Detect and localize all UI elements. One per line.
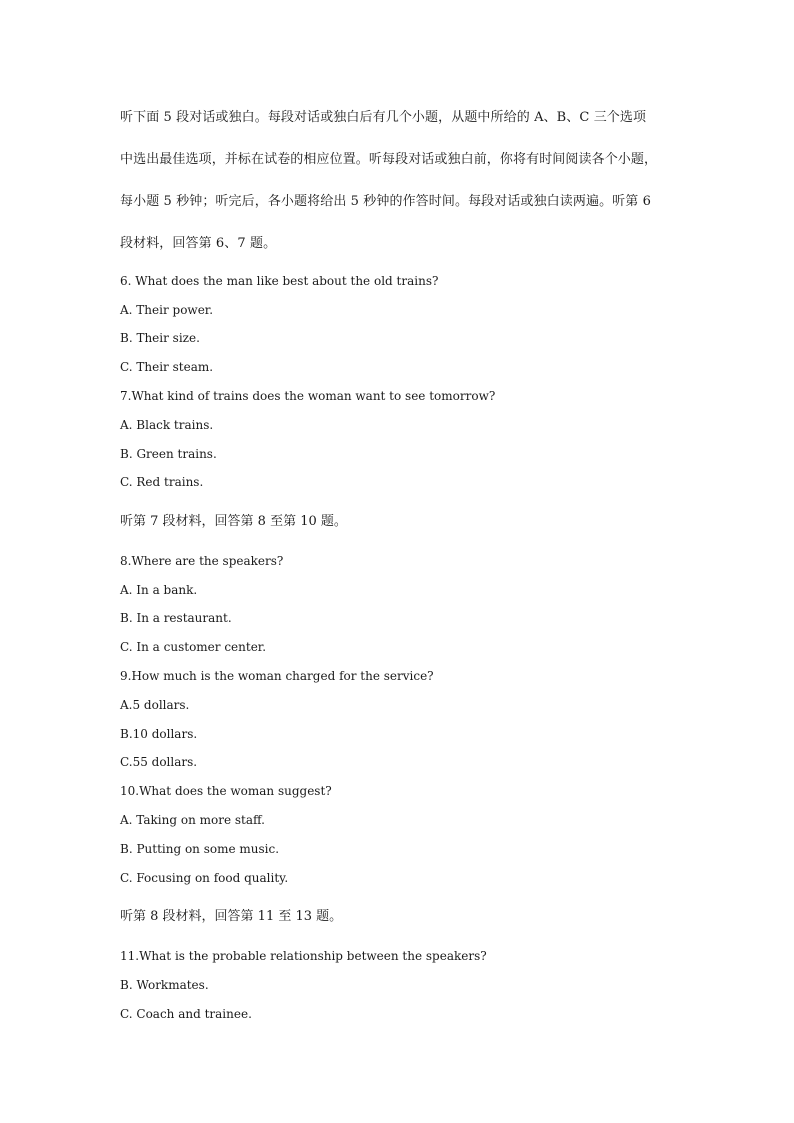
option-9b: B.10 dollars.	[120, 727, 198, 741]
option-9a: A.5 dollars.	[120, 698, 190, 712]
option-6b: B. Their size.	[120, 331, 200, 345]
instruction-line-1: 听下面 5 段对话或独白。每段对话或独白后有几个小题，从题中所给的 A、B、C 三个选项	[120, 110, 647, 125]
option-7b: B. Green trains.	[120, 447, 217, 461]
option-10b: B. Putting on some music.	[120, 842, 280, 856]
option-11c: C. Coach and trainee.	[120, 1007, 252, 1021]
option-8c: C. In a customer center.	[120, 640, 267, 654]
option-6a: A. Their power.	[120, 303, 214, 317]
option-7a: A. Black trains.	[120, 418, 214, 432]
section-heading-7: 听第 7 段材料，回答第 8 至第 10 题。	[120, 514, 347, 529]
instruction-line-4: 段材料，回答第 6、7 题。	[120, 236, 277, 251]
option-8a: A. In a bank.	[120, 583, 198, 597]
instruction-line-2: 中选出最佳选项，并标在试卷的相应位置。听每段对话或独白前，你将有时间阅读各个小题，	[120, 152, 658, 167]
option-8b: B. In a restaurant.	[120, 611, 232, 625]
question-10: 10.What does the woman suggest?	[120, 784, 332, 798]
option-11b: B. Workmates.	[120, 978, 209, 992]
section-heading-8: 听第 8 段材料，回答第 11 至 13 题。	[120, 909, 343, 924]
option-7c: C. Red trains.	[120, 475, 204, 489]
question-9: 9.How much is the woman charged for the service?	[120, 669, 434, 683]
option-10a: A. Taking on more staff.	[120, 813, 265, 827]
question-11: 11.What is the probable relationship between the speakers?	[120, 949, 487, 963]
option-10c: C. Focusing on food quality.	[120, 871, 289, 885]
option-9c: C.55 dollars.	[120, 755, 198, 769]
question-8: 8.Where are the speakers?	[120, 554, 284, 568]
section-instructions	[120, 106, 680, 274]
question-7: 7.What kind of trains does the woman want to see tomorrow?	[120, 389, 496, 403]
question-6: 6. What does the man like best about the old trains?	[120, 274, 439, 288]
instruction-line-3: 每小题 5 秒钟；听完后，各小题将给出 5 秒钟的作答时间。每段对话或独白读两遍。听第 6	[120, 194, 651, 209]
option-6c: C. Their steam.	[120, 360, 214, 374]
